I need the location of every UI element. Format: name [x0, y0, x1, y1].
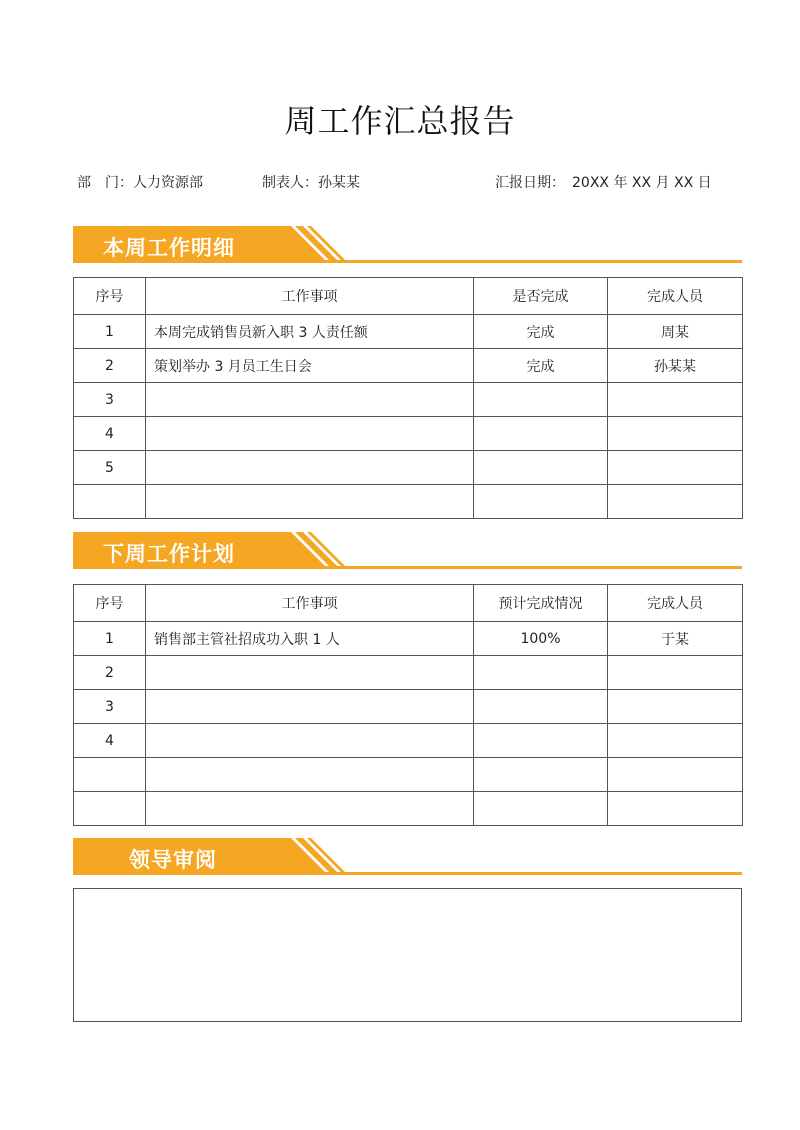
cell-index: 1: [74, 315, 146, 349]
section-header-this-week: [73, 226, 742, 266]
cell-index: 2: [74, 656, 146, 690]
cell-index: [74, 758, 146, 792]
cell-status: 完成: [474, 349, 608, 383]
cell-expected: 100%: [474, 622, 608, 656]
cell-task: 本周完成销售员新入职 3 人责任额: [146, 315, 474, 349]
table-row: [74, 485, 743, 519]
cell-expected: [474, 758, 608, 792]
cell-expected: [474, 656, 608, 690]
table-row: [74, 622, 743, 656]
cell-task: [146, 383, 474, 417]
section-header-review: [73, 838, 742, 878]
cell-task: 策划举办 3 月员工生日会: [146, 349, 474, 383]
table-row: [74, 758, 743, 792]
cell-person: 周某: [608, 315, 743, 349]
cell-person: [608, 792, 743, 826]
cell-index: 1: [74, 622, 146, 656]
table-header-row: [74, 585, 743, 622]
cell-task: [146, 724, 474, 758]
header-task: 工作事项: [146, 278, 474, 315]
cell-person: [608, 724, 743, 758]
cell-person: [608, 383, 743, 417]
cell-task: [146, 656, 474, 690]
header-index: 序号: [74, 585, 146, 622]
table-row: [74, 417, 743, 451]
header-person: 完成人员: [608, 278, 743, 315]
cell-task: [146, 485, 474, 519]
cell-person: [608, 485, 743, 519]
this-week-table: [73, 277, 743, 519]
maker-field: 制表人：孙某某: [262, 175, 360, 191]
cell-person: 于某: [608, 622, 743, 656]
table-row: [74, 451, 743, 485]
table-row: [74, 349, 743, 383]
cell-expected: [474, 792, 608, 826]
header-task: 工作事项: [146, 585, 474, 622]
cell-task: [146, 690, 474, 724]
header-index: 序号: [74, 278, 146, 315]
cell-index: [74, 485, 146, 519]
cell-task: [146, 417, 474, 451]
table-row: [74, 792, 743, 826]
next-week-table: [73, 584, 743, 826]
table-row: [74, 383, 743, 417]
page-title: 周工作汇总报告: [284, 102, 516, 140]
section-title-review: 领导审阅: [129, 848, 217, 872]
cell-person: [608, 690, 743, 724]
table-header-row: [74, 278, 743, 315]
review-box[interactable]: [73, 888, 742, 1022]
cell-index: 3: [74, 690, 146, 724]
table-row: [74, 724, 743, 758]
cell-index: 4: [74, 417, 146, 451]
cell-index: 2: [74, 349, 146, 383]
report-date-field: 汇报日期： 20XX 年 XX 月 XX 日: [495, 175, 712, 191]
header-person: 完成人员: [608, 585, 743, 622]
cell-status: [474, 417, 608, 451]
cell-task: 销售部主管社招成功入职 1 人: [146, 622, 474, 656]
cell-person: [608, 417, 743, 451]
cell-index: 3: [74, 383, 146, 417]
section-title-next-week: 下周工作计划: [103, 542, 235, 566]
table-row: [74, 656, 743, 690]
header-expected: 预计完成情况: [474, 585, 608, 622]
cell-index: 4: [74, 724, 146, 758]
header-status: 是否完成: [474, 278, 608, 315]
section-title-this-week: 本周工作明细: [103, 236, 235, 260]
cell-task: [146, 792, 474, 826]
cell-person: [608, 656, 743, 690]
cell-status: [474, 485, 608, 519]
table-row: [74, 690, 743, 724]
cell-status: [474, 451, 608, 485]
cell-person: [608, 758, 743, 792]
cell-task: [146, 758, 474, 792]
cell-index: 5: [74, 451, 146, 485]
cell-status: [474, 383, 608, 417]
cell-person: [608, 451, 743, 485]
table-row: [74, 315, 743, 349]
section-header-next-week: [73, 532, 742, 572]
cell-expected: [474, 690, 608, 724]
cell-task: [146, 451, 474, 485]
cell-index: [74, 792, 146, 826]
cell-status: 完成: [474, 315, 608, 349]
department-field: 部 门：人力资源部: [77, 175, 203, 191]
cell-expected: [474, 724, 608, 758]
cell-person: 孙某某: [608, 349, 743, 383]
